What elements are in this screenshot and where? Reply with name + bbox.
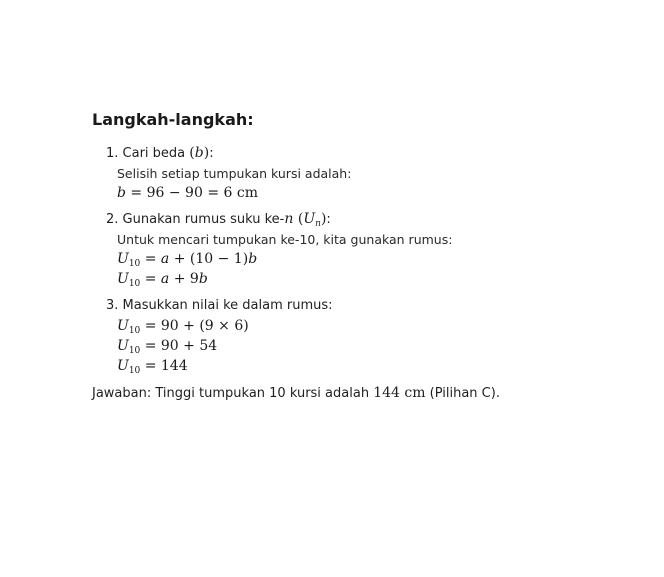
step-2-title-text: Gunakan rumus suku ke- <box>122 212 285 227</box>
step-2-title: 2. Gunakan rumus suku ke-n $(U_n)$: <box>106 211 331 229</box>
step-2-number: 2. <box>106 212 119 227</box>
step-1-number: 1. <box>106 146 119 161</box>
step-1-title: 1. Cari beda (b): <box>106 145 214 161</box>
step-3-body <box>117 316 632 376</box>
step-2-description: Untuk mencari tumpukan ke-10, kita gunakan rumus: <box>117 232 453 247</box>
step-2-equation-1: $U_{10} = a + (10 - 1)b$ <box>117 251 258 269</box>
step-3-title-text: Masukkan nilai ke dalam rumus: <box>122 298 333 313</box>
step-3-title <box>106 295 632 316</box>
answer-label: Jawaban: <box>92 386 152 401</box>
step-1-body <box>117 164 632 203</box>
step-3 <box>106 295 632 376</box>
step-1-equation: b = 96 − 90 = 6 cm <box>117 185 258 201</box>
answer-text: Tinggi tumpukan 10 kursi adalah <box>151 386 374 401</box>
step-2 <box>106 209 632 289</box>
step-1 <box>106 143 632 203</box>
answer-choice: (Pilihan C). <box>425 386 500 401</box>
answer-line <box>92 382 632 405</box>
step-3-equation-3: $U_{10} = 144$ <box>117 358 188 376</box>
step-1-title-math: (b) <box>189 145 210 161</box>
step-2-title-math: n $(U_n)$ <box>284 211 327 229</box>
step-3-number: 3. <box>106 298 119 313</box>
step-2-equation-2: $U_{10} = a + 9b$ <box>117 271 208 289</box>
step-2-body <box>117 230 632 289</box>
step-1-description: Selisih setiap tumpukan kursi adalah: <box>117 166 352 181</box>
step-3-equation-2: $U_{10} = 90 + 54$ <box>117 338 218 356</box>
step-3-equation-1: $U_{10} = 90 + (9 \times 6)$ <box>117 318 249 336</box>
step-1-title-text: Cari beda <box>122 146 190 161</box>
solution-heading: Langkah-langkah: <box>92 110 254 129</box>
solution-content <box>92 110 632 405</box>
answer-value: 144 cm <box>373 385 426 401</box>
